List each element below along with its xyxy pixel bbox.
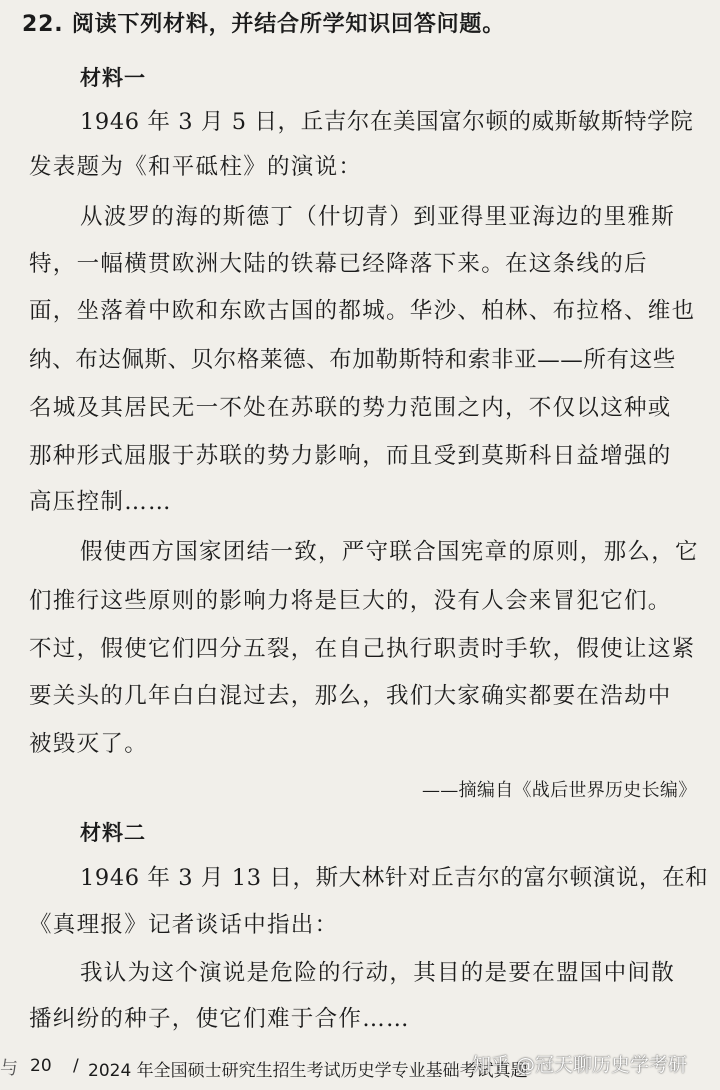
material-2-line-2: 《真理报》记者谈话中指出： — [29, 912, 339, 938]
material-2-line-1: 1946 年 3 月 13 日，斯大林针对丘吉尔的富尔顿演说，在和 — [80, 865, 709, 891]
material-1-line-14: 被毁灭了。 — [29, 731, 149, 757]
material-1-line-7: 名城及其居民无一不处在苏联的势力范围之内，不仅以这种或 — [29, 395, 672, 421]
page-footer — [0, 1044, 720, 1090]
material-2-heading: 材料二 — [80, 821, 146, 845]
material-1-source: ——摘编自《战后世界历史长编》 — [422, 780, 697, 801]
material-1-line-11: 们推行这些原则的影响力将是巨大的，没有人会来冒犯它们。 — [29, 588, 672, 614]
material-1-line-13: 要关头的几年白白混过去，那么，我们大家确实都要在浩劫中 — [29, 683, 672, 709]
material-1-line-10: 假使西方国家团结一致，严守联合国宪章的原则，那么，它 — [80, 539, 699, 565]
material-1-line-2: 发表题为《和平砥柱》的演说： — [29, 154, 363, 180]
material-2-line-4: 播纠纷的种子，使它们难于合作…… — [29, 1006, 410, 1032]
material-2-line-3: 我认为这个演说是危险的行动，其目的是要在盟国中间散 — [80, 960, 676, 986]
footer-book-title: 2024 年全国硕士研究生招生考试历史学专业基础考试真题 — [88, 1061, 528, 1081]
page-number: 20 — [30, 1056, 52, 1076]
material-1-heading: 材料一 — [80, 66, 146, 90]
material-1-line-5: 面，坐落着中欧和东欧古国的都城。华沙、柏林、布拉格、维也 — [29, 298, 696, 324]
material-1-line-3: 从波罗的海的斯德丁（什切青）到亚得里亚海边的里雅斯 — [80, 204, 676, 230]
zhihu-watermark: 知乎 @冠天聊历史学考研 — [472, 1054, 688, 1076]
footer-separator: / — [73, 1056, 79, 1076]
material-1-line-9: 高压控制…… — [29, 489, 172, 515]
material-1-line-4: 特，一幅横贯欧洲大陆的铁幕已经降落下来。在这条线的后 — [29, 251, 648, 277]
material-1-line-1: 1946 年 3 月 5 日，丘吉尔在美国富尔顿的威斯敏斯特学院 — [80, 109, 694, 135]
material-1-line-6: 纳、布达佩斯、贝尔格莱德、布加勒斯特和索非亚——所有这些 — [29, 347, 676, 373]
material-1-line-8: 那种形式屈服于苏联的势力影响，而且受到莫斯科日益增强的 — [29, 443, 672, 469]
question-title: 22. 阅读下列材料，并结合所学知识回答问题。 — [22, 12, 506, 37]
material-1-line-12: 不过，假使它们四分五裂，在自己执行职责时手软，假使让这紧 — [29, 636, 696, 662]
page-edge-fragment: 与 — [0, 1058, 18, 1079]
page-number-group — [30, 1056, 79, 1076]
